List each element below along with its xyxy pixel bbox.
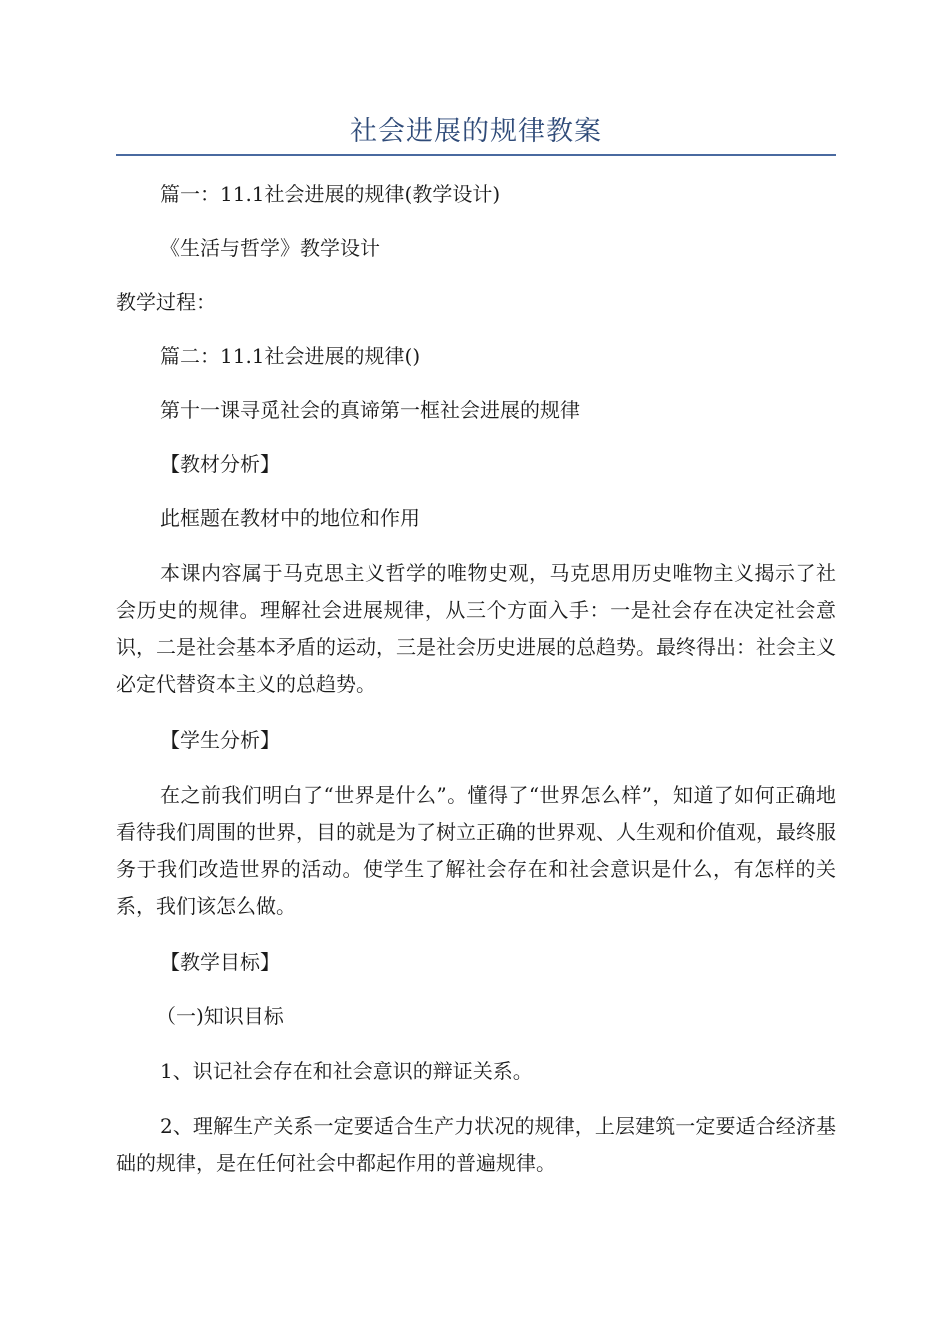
section-heading-student-analysis: 【学生分析】 [160,728,280,752]
list-item-goal-2: 2、理解生产关系一定要适合生产力状况的规律，上层建筑一定要适合经济基础的规律，是在任何社会中都起作用的普遍规律。 [116,1114,836,1175]
section-heading-teaching-goals: 【教学目标】 [160,950,280,974]
document-title: 社会进展的规律教案 [350,116,602,147]
paragraph-knowledge-goals: （一)知识目标 [156,1004,284,1028]
paragraph-material-analysis-body: 本课内容属于马克思主义哲学的唯物史观，马克思用历史唯物主义揭示了社会历史的规律。理解社会进展规律，从三个方面入手：一是社会存在决定社会意识，二是社会基本矛盾的运动，三是社会历史进展的总趋势。最终得出：社会主义必定代替资本主义的总趋势。 [116,561,836,696]
paragraph-teaching-process: 教学过程： [116,290,216,314]
paragraph-part-two-heading: 篇二：11.1社会进展的规律() [160,344,421,368]
paragraph-student-analysis-body: 在之前我们明白了“世界是什么”。懂得了“世界怎么样”，知道了如何正确地看待我们周围的世界，目的就是为了树立正确的世界观、人生观和价值观，最终服务于我们改造世界的活动。使学生了解社会存在和社会意识是什么，有怎样的关系，我们该怎么做。 [116,783,836,918]
section-heading-material-analysis: 【教材分析】 [160,452,280,476]
title-underline [116,154,836,156]
paragraph-lesson-title: 第十一课寻觅社会的真谛第一框社会进展的规律 [160,398,580,422]
list-item-goal-1: 1、识记社会存在和社会意识的辩证关系。 [160,1059,533,1083]
paragraph-part-one-heading: 篇一：11.1社会进展的规律(教学设计) [160,182,501,206]
paragraph-position-role: 此框题在教材中的地位和作用 [160,506,420,530]
paragraph-design-title: 《生活与哲学》教学设计 [160,236,380,260]
